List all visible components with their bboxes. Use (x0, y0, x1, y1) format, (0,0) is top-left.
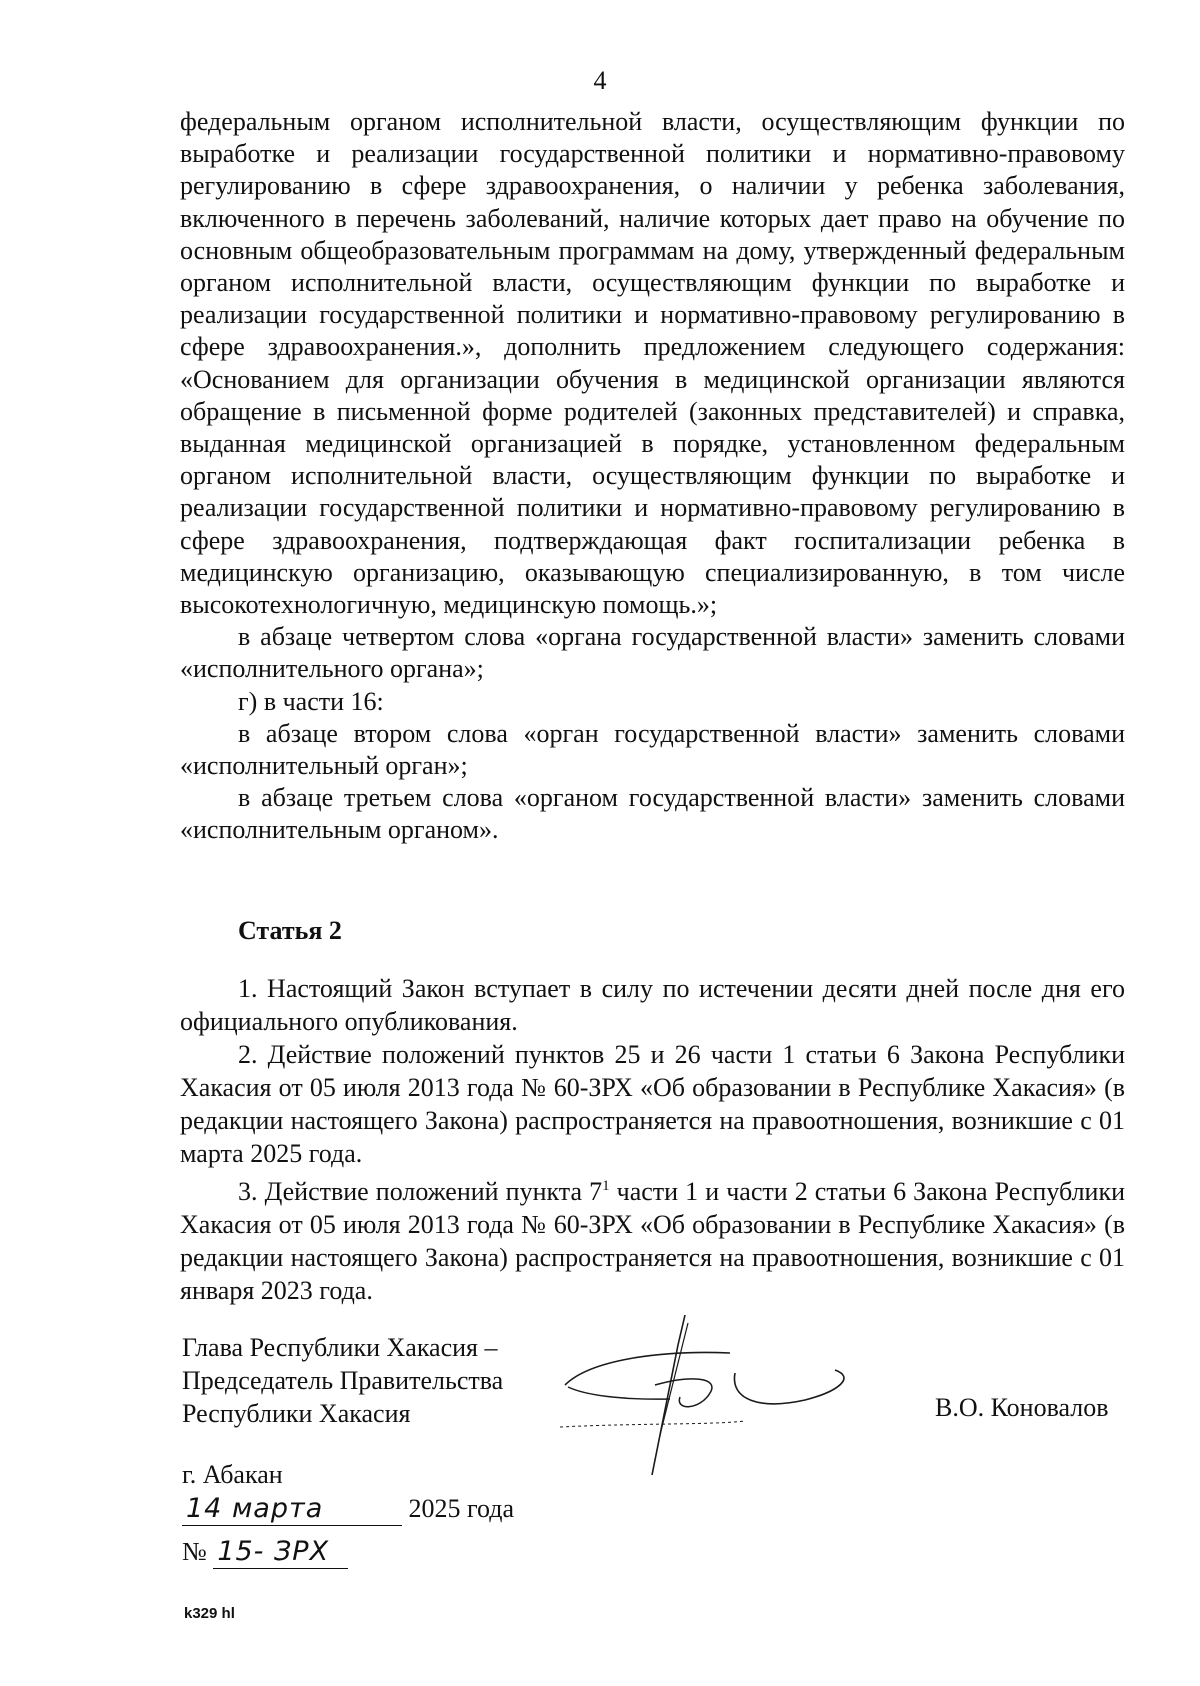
place-of-signing: г. Абакан (182, 1460, 283, 1489)
number-sign: № (182, 1537, 207, 1566)
handwritten-signature (560, 1315, 900, 1485)
superscript-1: 1 (602, 1178, 610, 1194)
amendment-text (180, 106, 1125, 847)
signatory-title-line-1: Глава Республики Хакасия – (182, 1333, 498, 1362)
signatory-name: В.О. Коновалов (935, 1393, 1109, 1422)
continuation-paragraph: федеральным органом исполнительной власти, осуществляющим функции по выработке и реализации государственной политики и нормативно-правовому регулированию в сфере здравоохранения, о наличии у ребенка заболевания, включенного в перечень заболеваний, наличие которых дает право на обучение по основным общеобразовательным программам на дому, утвержденный федеральным органом исполнительной власти, осуществляющим функции по выработке и реализации государственной политики и нормативно-правовому регулированию в сфере здравоохранения.», дополнить предложением следующего содержания: «Основанием для организации обучения в медицинской организации являются обращение в письменной форме родителей (законных представителей) и справка, выданная медицинской организацией в порядке, установленном федеральным органом исполнительной власти, осуществляющим функции по выработке и реализации государственной политики и нормативно-правовому регулированию в сфере здравоохранения, подтверждающая факт госпитализации ребенка в медицинскую организацию, оказывающую специализированную, в том числе высокотехнологичную, медицинскую помощь.»; (180, 107, 1125, 620)
article-item-3-end: части 1 и части 2 статьи 6 Закона Республики Хакасия от 05 июля 2013 года № 60-ЗРХ «Об образовании в Республике Хакасия» (в редакции настоящего Закона) распространяется на правоотношения, возникшие с 01 января 2023 года. (180, 1177, 1126, 1305)
paragraph-abzac-3: в абзаце третьем слова «органом государственной власти» заменить словами «исполнительным органом». (180, 783, 1125, 845)
article-item-1: 1. Настоящий Закон вступает в силу по истечении десяти дней после дня его официального опубликования. (180, 974, 1125, 1036)
signatory-title (182, 1331, 503, 1430)
article-title: Статья 2 (238, 916, 342, 945)
paragraph-g: г) в части 16: (238, 686, 384, 716)
handwritten-date: 14 марта (182, 1493, 402, 1526)
signatory-title-line-3: Республики Хакасия (182, 1399, 411, 1428)
handwritten-number: 15- ЗРХ (213, 1536, 348, 1569)
law-number (182, 1536, 348, 1569)
document-code: k329 hl (184, 1605, 235, 1622)
paragraph-abzac-2: в абзаце втором слова «орган государственной власти» заменить словами «исполнительный орган»; (180, 718, 1125, 781)
article-item-2: 2. Действие положений пунктов 25 и 26 части 1 статьи 6 Закона Республики Хакасия от 05 июля 2013 года № 60-ЗРХ «Об образовании в Республике Хакасия» (в редакции настоящего Закона) распространяется на правоотношения, возникшие с 01 марта 2025 года. (180, 1040, 1125, 1168)
article-item-3 (180, 1170, 1125, 1307)
page-number: 4 (593, 66, 607, 95)
signatory-title-line-2: Председатель Правительства (182, 1366, 504, 1395)
article-body (180, 972, 1125, 1307)
date-year: 2025 года (408, 1494, 515, 1523)
signing-date (182, 1493, 514, 1526)
article-item-3-start: 3. Действие положений пункта 7 (238, 1177, 603, 1206)
paragraph-abzac-4: в абзаце четвертом слова «органа государственной власти» заменить словами «исполнительного органа»; (180, 622, 1125, 684)
